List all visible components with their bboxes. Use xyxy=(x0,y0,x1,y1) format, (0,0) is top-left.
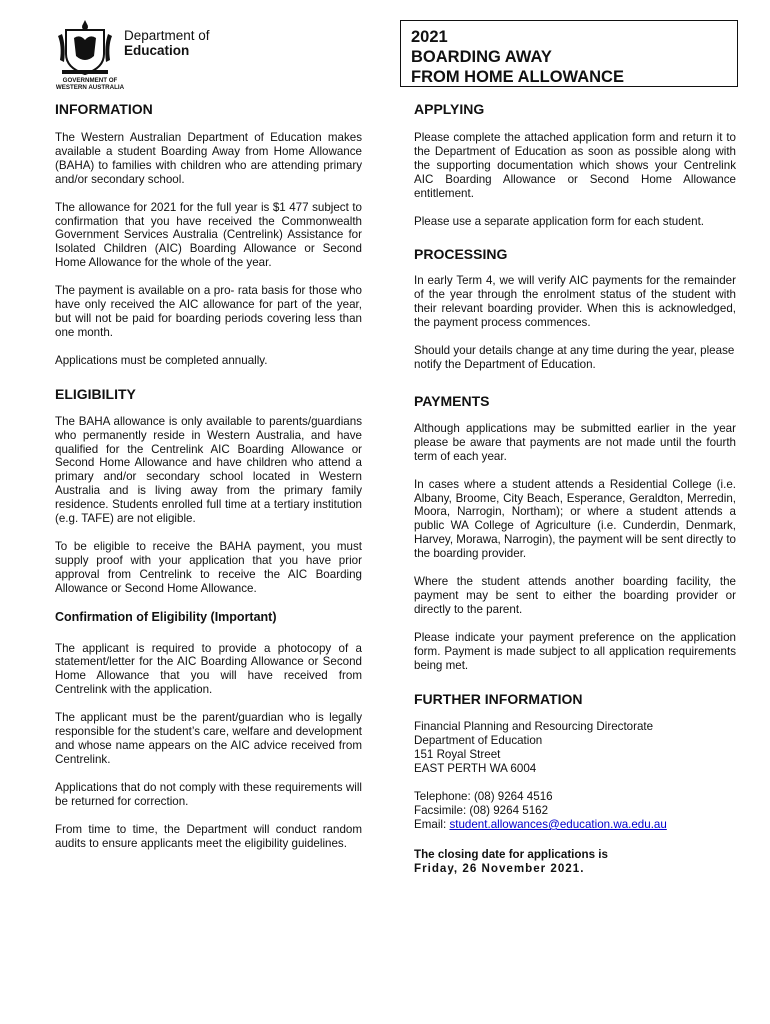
information-heading: INFORMATION xyxy=(55,101,153,117)
left-column xyxy=(55,100,362,850)
department-logo xyxy=(44,16,224,94)
confirmation-heading: Confirmation of Eligibility (Important) xyxy=(55,609,277,624)
information-paragraph: Applications must be completed annually. xyxy=(55,353,268,367)
applying-paragraph: Please complete the attached application form and return it to the Department of Education as soon as possible along with the supporting documentation which shows your Centrelink AIC Boarding Allowance or Second Home Allowance entitlement. xyxy=(414,131,736,200)
department-name xyxy=(124,28,210,58)
email-label: Email: xyxy=(414,817,450,831)
facsimile-number: Facsimile: (08) 9264 5162 xyxy=(414,804,549,817)
processing-paragraph: In early Term 4, we will verify AIC payments for the remainder of the year through the enrolment status of the student with their relevant boarding provider. When this is acknowledged, the payment process commences. xyxy=(414,274,736,330)
information-paragraph: The payment is available on a pro- rata basis for those who have only received the AIC allowance for part of the year, but will not be paid for boarding periods covering less than one month. xyxy=(55,284,362,339)
payments-paragraph: In cases where a student attends a Residential College (i.e. Albany, Broome, City Beach, Esperance, Geraldton, Merredin, Moora, Narrogin, Northam); or where a student attends a public WA College of Agriculture (i.e. Cunderdin, Denmark, Harvey, Morawa, Narrogin), the payment will be sent directly to the boarding provider. xyxy=(414,477,736,561)
title-line2: BOARDING AWAY xyxy=(411,48,552,66)
payments-paragraph: Where the student attends another boarding facility, the payment may be sent to either the boarding provider or directly to the parent. xyxy=(414,575,736,616)
address-line: Department of Education xyxy=(414,734,543,748)
government-label xyxy=(44,77,136,91)
department-name-line1: Department of xyxy=(124,28,210,43)
closing-date-value: Friday, 26 November 2021. xyxy=(414,861,585,875)
address-line: 151 Royal Street xyxy=(414,748,501,762)
confirmation-paragraph: The applicant must be the parent/guardian who is legally responsible for the student’s care, welfare and development and whose name appears on the AIC advice received from Centrelink. xyxy=(55,711,362,766)
wa-crest-icon xyxy=(54,16,116,78)
telephone-number: Telephone: (08) 9264 4516 xyxy=(414,790,553,804)
title-line3: FROM HOME ALLOWANCE xyxy=(411,68,624,86)
address-line: Financial Planning and Resourcing Directorate xyxy=(414,720,654,734)
payments-heading: PAYMENTS xyxy=(414,392,490,409)
right-column xyxy=(414,100,736,876)
department-name-line2: Education xyxy=(124,43,190,58)
applying-paragraph: Please use a separate application form for each student. xyxy=(414,214,705,228)
contact-address xyxy=(414,720,736,776)
document-title xyxy=(400,20,738,87)
confirmation-paragraph: From time to time, the Department will conduct random audits to ensure applicants meet the eligibility guidelines. xyxy=(55,822,362,850)
applying-heading: APPLYING xyxy=(414,101,485,117)
processing-paragraph: Should your details change at any time during the year, please notify the Department of Education. xyxy=(414,344,735,371)
email-line xyxy=(414,818,736,832)
confirmation-paragraph: Applications that do not comply with these requirements will be returned for correction. xyxy=(55,780,362,808)
eligibility-paragraph: To be eligible to receive the BAHA payment, you must supply proof with your application that you have prior approval from Centrelink to receive the AIC Boarding Allowance or Second Home Allowance. xyxy=(55,539,362,595)
address-line: EAST PERTH WA 6004 xyxy=(414,762,537,776)
confirmation-paragraph: The applicant is required to provide a photocopy of a statement/letter for the AIC Boarding Allowance or Second Home Allowance that you will have received from Centrelink with the application. xyxy=(55,641,362,697)
further-information-heading: FURTHER INFORMATION xyxy=(414,691,583,708)
information-paragraph: The allowance for 2021 for the full year is $1 477 subject to confirmation that you have received the Commonwealth Government Services Australia (Centrelink) Assistance for Isolated Children (AIC) Boarding Allowance or Second Home Allowance for the whole of the year. xyxy=(55,200,362,270)
contact-numbers xyxy=(414,790,736,832)
processing-heading: PROCESSING xyxy=(414,246,508,263)
closing-date-label: The closing date for applications is xyxy=(414,847,608,861)
payments-paragraph: Although applications may be submitted earlier in the year please be aware that payments are not made until the fourth term of each year. xyxy=(414,421,736,463)
government-label-line1: GOVERNMENT OF xyxy=(62,77,118,84)
title-year: 2021 xyxy=(411,28,448,46)
payments-paragraph: Please indicate your payment preference on the application form. Payment is made subject to all application requirements being met. xyxy=(414,630,736,672)
eligibility-paragraph: The BAHA allowance is only available to parents/guardians who permanently reside in Western Australia, and have qualified for the Centrelink AIC Boarding Allowance or Second Home Allowance and have children who attend a primary and/or secondary school located in Western Australia and is living away from the primary family residence. Students enrolled full time at a tertiary institution (e.g. TAFE) are not eligible. xyxy=(55,414,362,526)
government-label-line2: WESTERN AUSTRALIA xyxy=(55,84,125,91)
information-paragraph: The Western Australian Department of Education makes available a student Boarding Away from Home Allowance (BAHA) to families with children who are attending primary and/or secondary school. xyxy=(55,131,362,186)
email-link[interactable]: student.allowances@education.wa.edu.au xyxy=(449,817,667,831)
closing-date-notice xyxy=(414,848,736,876)
eligibility-heading: ELIGIBILITY xyxy=(55,385,136,402)
